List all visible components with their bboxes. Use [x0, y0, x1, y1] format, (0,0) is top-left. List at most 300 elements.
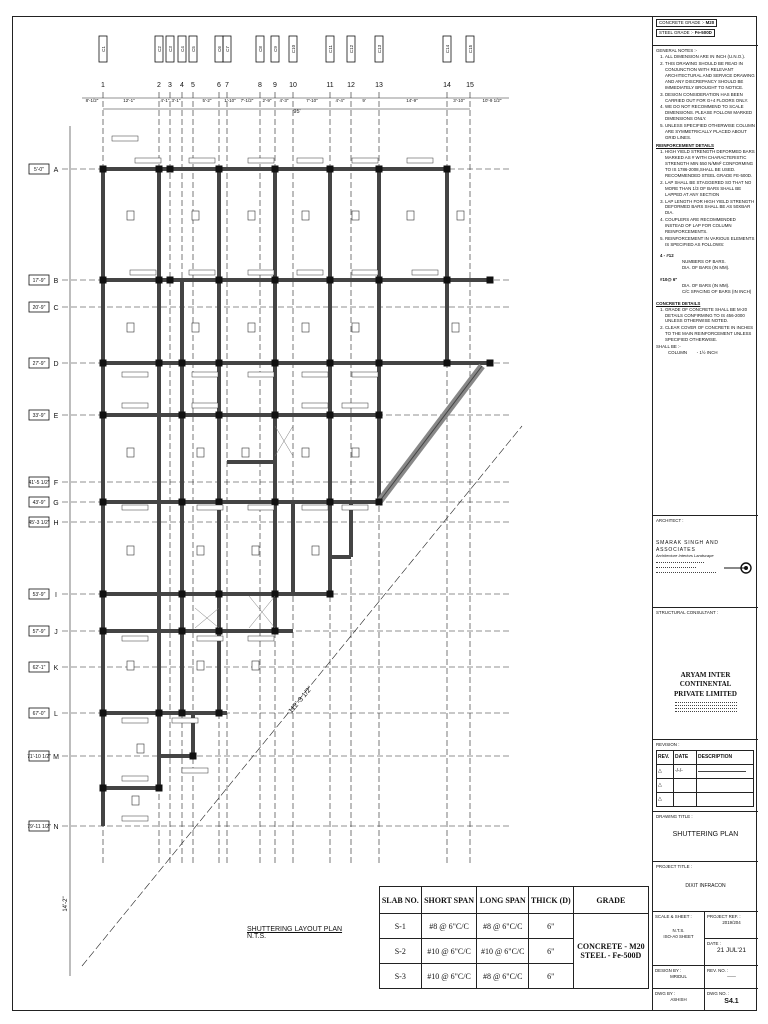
diagonal-dimension: 112'-3 1/2" [287, 685, 315, 715]
column-cover-label: COLUMN [668, 350, 688, 356]
column-tag-text: C11 [328, 45, 333, 53]
column [216, 412, 223, 419]
column [179, 591, 186, 598]
cell: #10 @ 6"C/C [421, 964, 477, 989]
architect-sub: Architecture Interiors Landscape [656, 553, 714, 559]
column [216, 628, 223, 635]
grid-column-number: 15 [466, 82, 474, 89]
grid-column-number: 13 [375, 82, 383, 89]
beam-tag [352, 158, 378, 163]
col-header: SHORT SPAN [421, 887, 477, 914]
consultant-name [656, 671, 755, 699]
column [216, 277, 223, 284]
beam-tag [122, 505, 148, 510]
meta-grid [653, 912, 758, 1011]
column-cover [656, 350, 755, 356]
slab-tag [127, 211, 134, 220]
column [156, 277, 163, 284]
column [487, 360, 494, 367]
column [327, 499, 334, 506]
cell: #10 @ 6"C/C [477, 939, 528, 964]
general-notes-title: GENERAL NOTES :- [656, 48, 698, 53]
column [272, 360, 279, 367]
beam-tag [122, 636, 148, 641]
column [179, 710, 186, 717]
legend1-symbol: 4 - #12 [660, 253, 674, 258]
table-row [657, 764, 754, 778]
legend2-a: DIA. OF BARS (IN MM). [682, 282, 730, 288]
beam-tag [248, 636, 274, 641]
grid-row-letter: J [54, 629, 58, 636]
table-row [657, 778, 754, 792]
slab-tag [127, 661, 134, 670]
column-tag-text: C9 [273, 46, 278, 52]
dwg-no-label: DWG NO. : [707, 991, 730, 996]
column [216, 591, 223, 598]
column [376, 412, 383, 419]
column-tag-text: C7 [225, 46, 230, 52]
consultant-section [653, 608, 758, 740]
drawing-title: SHUTTERING PLAN [672, 830, 739, 838]
slab-tag [127, 448, 134, 457]
column [272, 499, 279, 506]
column [272, 591, 279, 598]
column [327, 360, 334, 367]
meta-section [653, 912, 758, 1011]
slab-tag [132, 796, 139, 805]
grid-row-letter: I [55, 592, 57, 599]
cell: #8 @ 6"C/C [477, 964, 528, 989]
column-tag-text: C15 [468, 44, 473, 54]
table-row [380, 914, 649, 939]
column [376, 166, 383, 173]
row-level-text: 45'-3 1/2" [28, 520, 50, 526]
dwg-no-cell [705, 989, 758, 1011]
column [327, 412, 334, 419]
column [444, 277, 451, 284]
top-dimension: 3'-10" [453, 98, 465, 103]
row-level-text: 57'-9" [32, 629, 46, 635]
row-level-text: 5'-0" [34, 167, 44, 173]
column-tag-text: C5 [191, 46, 196, 52]
beam-tag [172, 718, 198, 723]
top-dimension: 4'-3" [279, 98, 289, 103]
row-level-text: 43'-9" [32, 500, 46, 506]
top-dimension: 3'-1" [171, 98, 181, 103]
beam-tag [297, 158, 323, 163]
column-tag-text: C2 [157, 46, 162, 52]
slab-tag [352, 211, 359, 220]
steel-grade-box [656, 29, 715, 37]
column [156, 785, 163, 792]
column [179, 499, 186, 506]
project-title-section [653, 862, 758, 912]
column-cover-value: - 1½ INCH [696, 350, 718, 356]
grid-row-letter: B [53, 278, 59, 285]
drawing-title-label: DRAWING TITLE : [656, 814, 693, 819]
grid-column-number: 7 [225, 82, 229, 89]
beam-tag [342, 403, 368, 408]
top-dimension: 2'-9" [262, 98, 272, 103]
scale-label: SCALE & SHEET : [655, 914, 692, 919]
column [100, 360, 107, 367]
column [272, 166, 279, 173]
top-dimension: 9' [362, 98, 366, 103]
column [100, 277, 107, 284]
grid-column-number: 9 [273, 82, 277, 89]
grid-row-letter: L [54, 711, 58, 718]
slab-tag [302, 211, 309, 220]
general-notes-list [656, 54, 755, 141]
beam-tag [122, 718, 148, 723]
row-level-text: 71'-10 1/2" [27, 754, 51, 760]
column-tag-text: C3 [168, 46, 173, 52]
column-tag-text: C4 [180, 46, 185, 52]
grid-column-number: 11 [326, 82, 334, 89]
top-dimension: 14'-9" [406, 98, 418, 103]
cell: 6" [528, 914, 573, 939]
overall-dimension: 95' [293, 109, 301, 115]
inclined-beam-edge [379, 366, 482, 502]
grid-row-letter: H [53, 520, 59, 527]
list-item: 3. DESIGN CONSIDERATION HAS BEEN CARRIED OUT FOR G+4 FLOORS ONLY. [665, 92, 755, 104]
revision-triangle-icon: △ [657, 792, 674, 806]
column [179, 360, 186, 367]
grid-row-letter: K [53, 665, 59, 672]
cell: S-2 [380, 939, 422, 964]
slab-tag [248, 211, 255, 220]
dwg-no-value: S4.1 [724, 997, 739, 1005]
top-dimension: 4'-4" [335, 98, 345, 103]
row-level-text: 79'-11 1/2" [27, 824, 51, 830]
bar-legend-2 [660, 277, 755, 295]
top-dimension: 7'-10" [306, 98, 318, 103]
concrete-grade-value: M20 [705, 20, 715, 25]
column [100, 499, 107, 506]
list-item: 5. REINFORCEMENT IN VARIOUS ELEMENTS IS SPECIFIED AS FOLLOWS: [665, 236, 755, 248]
slab-tag [242, 448, 249, 457]
slab-tag [127, 323, 134, 332]
list-item: 3. LAP LENGTH FOR HIGH YIELD STRENGTH DEFORMED BARS SHALL BE AS 50XBAR DIA. [665, 199, 755, 217]
column [327, 277, 334, 284]
beam-tag [130, 270, 156, 275]
slab-tag [192, 211, 199, 220]
row-level-text: 33'-9" [32, 413, 46, 419]
sheet-title [247, 926, 342, 940]
revision-header-row [657, 750, 754, 764]
steel-grade-label: STEEL GRADE :- [659, 29, 694, 35]
column [156, 710, 163, 717]
column [216, 166, 223, 173]
slab-tag [192, 323, 199, 332]
slab-table-header [380, 887, 649, 914]
grid-row-letter: G [53, 500, 59, 507]
slab-tag [197, 546, 204, 555]
column [216, 710, 223, 717]
list-item: 2. THIS DRAWING SHOULD BE READ IN CONJUNCTION WITH RELEVANT ARCHITECTURAL AND SERVICE DRAWING AND ANY DISCREPANCY SHOULD BE IMMEDIATELY BROUGHT TO NOTICE. [665, 61, 755, 91]
list-item: 4. WE DO NOT RECOMMEND TO SCALE DIMENSIONS. PLEASE FOLLOW MARKED DIMENSIONS ONLY. [665, 104, 755, 122]
slab-tag [452, 323, 459, 332]
project-ref-label: PROJECT REF. : [707, 914, 741, 919]
architect-name: SMARAK SINGH AND ASSOCIATES [656, 539, 719, 553]
column [376, 360, 383, 367]
column-tag-text: C12 [349, 44, 354, 54]
beam-tag [122, 403, 148, 408]
architect-section [653, 516, 758, 608]
sheet-title-text: SHUTTERING LAYOUT PLAN [247, 926, 343, 933]
slab-tag [248, 323, 255, 332]
grid-row-letter: M [53, 754, 59, 761]
slab-tag [252, 661, 259, 670]
column-tag-text: C10 [291, 44, 296, 54]
beam-tag [122, 816, 148, 821]
beam-tag [112, 136, 138, 141]
legend1-b: DIA. OF BARS (IN MM). [682, 264, 730, 270]
beam-tag [192, 372, 218, 377]
slab-schedule-table [379, 886, 649, 989]
row-level-text: 67'-0" [32, 711, 46, 717]
beam-tag [407, 158, 433, 163]
slab-tag [137, 744, 144, 753]
grid-column-number: 8 [258, 82, 262, 89]
top-dimension: 4'-1" [160, 98, 170, 103]
rev-no-cell [705, 966, 758, 989]
list-item: 5. UNLESS SPECIFIED OTHERWISE COLUMN ARE SYMMETRICALLY PLACED ABOUT GRID LINES. [665, 123, 755, 141]
project-ref-value: 2019/204 [722, 919, 741, 925]
column [444, 360, 451, 367]
list-item: 2. LAP SHALL BE STAGGERED SO THAT NO MORE THAN 1/3 OF BARS SHALL BE LAPPED AT ANY SECTION [665, 180, 755, 198]
column [156, 360, 163, 367]
grid-row-letter: C [53, 305, 59, 312]
concrete-notes-list [656, 307, 755, 344]
architect-logo-icon [724, 560, 754, 576]
revision-table [656, 750, 754, 807]
grid-row-letter: N [53, 824, 59, 831]
beam-tag [122, 372, 148, 377]
grade-cell [573, 914, 648, 989]
beam-tag [352, 372, 378, 377]
list-item: 2. CLEAR COVER OF CONCRETE IN INCHES TO THE MAIN REINFORCEMENT UNLESS SPECIFIED OTHERWISE. [665, 325, 755, 343]
column [487, 277, 494, 284]
grade-section [653, 16, 758, 46]
row-level-text: 17'-9" [32, 278, 46, 284]
column [156, 166, 163, 173]
grid-row-letter: A [53, 167, 59, 174]
project-ref-cell [705, 912, 758, 939]
slab-tag [302, 448, 309, 457]
slab-tag [127, 546, 134, 555]
column [376, 499, 383, 506]
drawing-title-section [653, 812, 758, 862]
beam-tag [352, 270, 378, 275]
col-header: GRADE [573, 887, 648, 914]
slab-tag [457, 211, 464, 220]
top-dimension: 12'-1" [123, 98, 135, 103]
slab-tag [302, 323, 309, 332]
top-dimension: 10'-9 1/2" [482, 98, 502, 103]
top-dimension: 1'-10" [224, 98, 236, 103]
grid-column-number: 12 [347, 82, 355, 89]
notes-section [653, 46, 758, 516]
slab-tag [197, 661, 204, 670]
list-item: 1. ALL DIMENSION ARE IN INCH (U.N.O.). [665, 54, 755, 60]
consultant-name-2: PRIVATE LIMITED [674, 689, 737, 698]
cell: #10 @ 6"C/C [421, 939, 477, 964]
revision-label: REVISION : [656, 742, 680, 747]
list-item: 1. HIGH YIELD STRENGTH DEFORMED BARS MARKED AS # WITH CHARACTERISTIC STRENGTH MIN 550 N/MM² CONFORMING TO IS 1786-2008,SHALL BE USED. RECOMMENDED STEEL GRADE FE-500D. [665, 149, 755, 179]
shall-be: SHALL BE :- [656, 344, 681, 350]
steel-grade-value: Fe-500D [694, 29, 712, 35]
list-item: 4. COUPLERS ARE RECOMMENDED INSTEAD OF LAP FOR COLUMN REINFORCEMENTS. [665, 217, 755, 235]
slab-tag [407, 211, 414, 220]
column [272, 277, 279, 284]
column [327, 166, 334, 173]
column [167, 277, 174, 284]
cell: #8 @ 6"C/C [477, 914, 528, 939]
rev-no-label: REV. NO. : [707, 968, 729, 973]
column-tag-text: C13 [377, 44, 382, 54]
cell: 6" [528, 964, 573, 989]
legend1-a: NUMBERS OF BARS. [682, 258, 726, 264]
column-tag-text: C14 [445, 44, 450, 54]
legend2-b: C/C SPACING OF BARS (IN INCH) [682, 288, 752, 294]
column [179, 412, 186, 419]
bar-legend-1 [660, 253, 755, 271]
top-dimension: 7'-1/2" [240, 98, 254, 103]
beam-tag [342, 505, 368, 510]
slab-tag [312, 546, 319, 555]
column [100, 166, 107, 173]
grid-row-letter: F [53, 480, 59, 487]
cell: #8 @ 6"C/C [421, 914, 477, 939]
beam-tag [189, 158, 215, 163]
grid-row-letter: E [53, 413, 59, 420]
sheet-title-scale: N.T.S. [247, 933, 267, 940]
grid-column-number: 6 [217, 82, 221, 89]
column [100, 785, 107, 792]
row-level-text: 27'-9" [32, 361, 46, 367]
beam-tag [122, 776, 148, 781]
concrete-title: CONCRETE DETAILS [656, 300, 701, 306]
dwg-by-label: DWG BY : [655, 991, 676, 996]
list-item: 1. GRADE OF CONCRETE SHALL BE M-20 DETAILS CONFIRMING TO IS 456-2000 UNLESS OTHERWISE NOTED. [665, 307, 755, 325]
column [327, 591, 334, 598]
grid-column-number: 2 [157, 82, 161, 89]
project-title: DIXIT INFRACON [685, 882, 726, 889]
beam-tag [248, 270, 274, 275]
revision-triangle-icon: △ [657, 778, 674, 792]
revision-triangle-icon: △ [657, 764, 674, 778]
column [100, 710, 107, 717]
col-header: REV. [657, 750, 674, 764]
date-value: 21 JUL'21 [716, 946, 747, 954]
scale-cell [653, 912, 705, 966]
col-header: SLAB NO. [380, 887, 422, 914]
top-dimension: 5'-2" [202, 98, 212, 103]
table-row [657, 792, 754, 806]
title-block [652, 16, 757, 1011]
row-level-text: 41'-5 1/2" [28, 480, 50, 486]
beam-tag [135, 158, 161, 163]
structural-label: STRUCTURAL CONSULTANT : [656, 610, 719, 615]
beam-tag [302, 403, 328, 408]
beam-tag [189, 270, 215, 275]
top-dimension: 8'-1/2" [85, 98, 99, 103]
beam-tag [192, 403, 218, 408]
concrete-grade-box [656, 19, 717, 27]
row-level-text: 62'-1" [32, 665, 46, 671]
beam-tag [197, 505, 223, 510]
beam-tag [248, 505, 274, 510]
column [376, 277, 383, 284]
slab-tag [352, 448, 359, 457]
column [100, 412, 107, 419]
row-level-text: 53'-9" [32, 592, 46, 598]
beam-tag [302, 505, 328, 510]
grid-column-number: 1 [101, 82, 105, 89]
beam-tag [197, 636, 223, 641]
project-title-label: PROJECT TITLE : [656, 864, 692, 869]
column [216, 360, 223, 367]
design-by-cell [653, 966, 705, 989]
row-level-text: 20'-9" [32, 305, 46, 311]
grid-column-number: 10 [289, 82, 297, 89]
design-by-value: MRIDUL [670, 973, 687, 979]
col-header: LONG SPAN [477, 887, 528, 914]
shuttering-plan-drawing [12, 16, 652, 1011]
architect-logo [656, 540, 755, 590]
grid-column-number: 3 [168, 82, 172, 89]
rev-no-value: —— [727, 973, 736, 979]
column [444, 166, 451, 173]
cell: S-3 [380, 964, 422, 989]
cell: -/-/- [674, 764, 697, 778]
cell: 6" [528, 939, 573, 964]
concrete-grade-label: CONCRETE GRADE :- [659, 20, 705, 25]
consultant-address-lines [675, 702, 737, 712]
column [272, 412, 279, 419]
column-tag-text: C8 [258, 46, 263, 52]
grid-column-number: 4 [180, 82, 184, 89]
dwg-by-value: ASHISH [670, 996, 687, 1002]
date-label: DATE : [707, 941, 721, 946]
sheet-value: ISO-A0 SHEET [663, 933, 694, 939]
legend2-symbol: #10@ 6" [660, 276, 678, 282]
grade-concrete: CONCRETE - M20 [577, 942, 645, 951]
grid-column-number: 14 [443, 82, 451, 89]
cell [697, 764, 754, 778]
reinforcement-notes-list [656, 149, 755, 248]
bottom-dimension: 14'-2" [63, 896, 69, 912]
column [179, 628, 186, 635]
grid-row-letter: D [53, 361, 59, 368]
scale-value: N.T.S. [672, 927, 685, 933]
revision-section [653, 740, 758, 812]
column [272, 628, 279, 635]
beam-tag [297, 270, 323, 275]
slab-tag [352, 323, 359, 332]
grid-column-number: 5 [191, 82, 195, 89]
slab-tag [252, 546, 259, 555]
architect-label: ARCHITECT : [656, 518, 684, 523]
date-cell [705, 939, 758, 966]
beam-tag [302, 372, 328, 377]
dwg-by-cell [653, 989, 705, 1011]
col-header: DATE [674, 750, 697, 764]
consultant-name-1: ARYAM INTER CONTINENTAL [679, 670, 732, 689]
beam-tag [412, 270, 438, 275]
slab-tag [197, 448, 204, 457]
